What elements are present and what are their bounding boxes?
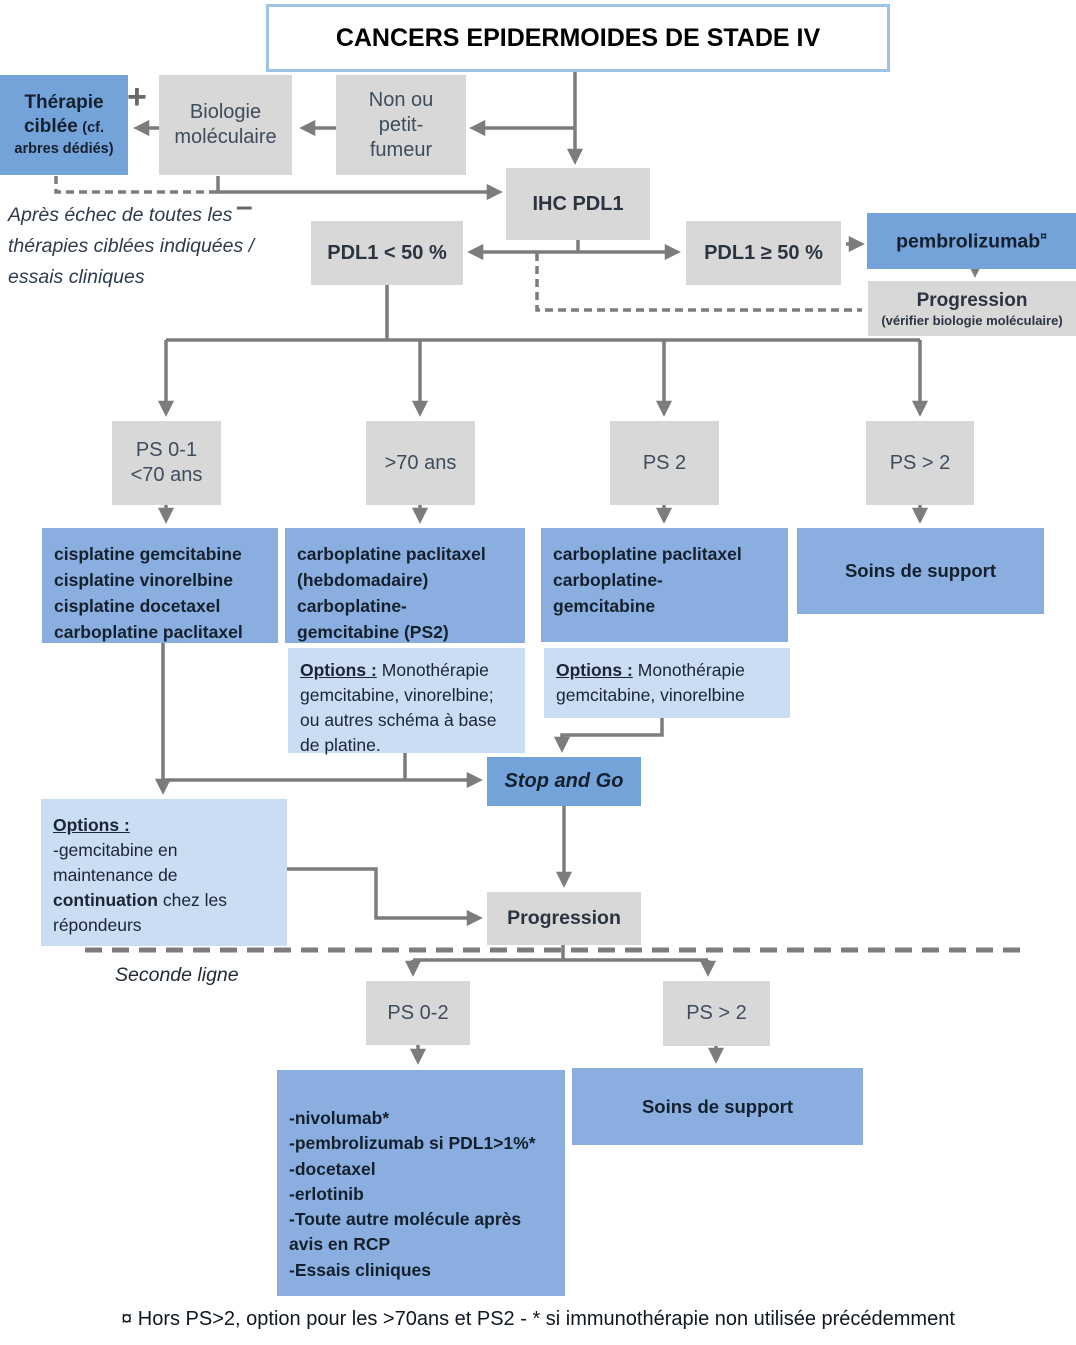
fumeur-line2: petit- — [378, 113, 424, 136]
note-line1: Après échec de toutes les — [8, 204, 233, 226]
node-options-ps2: Options : Monothérapie gemcitabine, vinorelbine — [544, 648, 790, 718]
dashed-therapie-failure-link — [56, 176, 218, 192]
arrow-biologie-to-ihc — [218, 176, 498, 192]
node-ps02: PS 0-2 — [366, 981, 470, 1045]
options-maintenance-text: -gemcitabine en maintenance de continuation chez les répondeurs — [53, 840, 228, 935]
node-tx-ps01: cisplatine gemcitabine cisplatine vinorelbine cisplatine docetaxel carboplatine paclitaxel — [42, 528, 278, 643]
node-non-petit-fumeur — [336, 75, 466, 175]
fumeur-line3: fumeur — [369, 138, 433, 161]
node-over70: >70 ans — [366, 421, 475, 505]
minus-sign: – — [236, 190, 253, 223]
pembrolizumab-label: pembrolizumab¤ — [896, 228, 1047, 253]
therapie-ciblee-label: Thérapie ciblée (cf. arbres dédiés) — [14, 92, 114, 157]
footnote: ¤ Hors PS>2, option pour les >70ans et PS2 - * si immunothérapie non utilisée précédemment — [121, 1308, 955, 1330]
node-tx-ps2: carboplatine paclitaxel carboplatine- gemcitabine — [541, 528, 788, 642]
node-ps2: PS 2 — [610, 421, 719, 505]
page-title — [266, 4, 890, 72]
arrow-options-to-progression2 — [287, 869, 478, 918]
fumeur-line1: Non ou — [368, 88, 434, 111]
node-pdl1-inf50: PDL1 < 50 % — [311, 221, 463, 285]
page-title-text: CANCERS EPIDERMOIDES DE STADE IV — [335, 23, 821, 52]
biologie-line2: moléculaire — [174, 126, 277, 148]
pembrolizumab-footmark: ¤ — [1040, 228, 1047, 243]
node-stop-and-go: Stop and Go — [487, 757, 641, 806]
note-line3: essais cliniques — [8, 266, 145, 288]
arrow-optionsps2-to-stopgo — [562, 718, 662, 748]
node-therapie-ciblee — [0, 75, 128, 175]
node-options-maintenance: Options : -gemcitabine en maintenance de continuation chez les répondeurs — [41, 799, 287, 946]
node-ihc-pdl1: IHC PDL1 — [506, 168, 650, 240]
node-progression-immuno: Progression (vérifier biologie moléculaire) — [868, 281, 1076, 336]
node-pdl1-sup50: PDL1 ≥ 50 % — [686, 221, 841, 285]
node-soins-support-1: Soins de support — [797, 528, 1044, 614]
node-soins-support-2: Soins de support — [572, 1068, 863, 1145]
note-line2: thérapies ciblées indiquées / — [8, 235, 255, 257]
second-line-label: Seconde ligne — [115, 964, 239, 986]
node-ps-gt2-second: PS > 2 — [663, 981, 770, 1046]
plus-sign: + — [127, 78, 147, 116]
node-ps-gt2: PS > 2 — [866, 421, 974, 505]
biologie-line1: Biologie — [189, 101, 262, 123]
node-biologie-moleculaire — [159, 75, 292, 175]
node-options-over70: Options : Monothérapie gemcitabine, vinorelbine; ou autres schéma à base de platine. — [288, 648, 525, 753]
note-after-failure — [8, 200, 288, 293]
node-progression-2: Progression — [487, 892, 641, 945]
branch-line-first-line — [166, 285, 920, 340]
node-ps01-under70: PS 0-1 <70 ans — [112, 421, 221, 505]
node-tx-over70: carboplatine paclitaxel (hebdomadaire) carboplatine- gemcitabine (PS2) — [285, 528, 525, 643]
node-pembrolizumab — [867, 213, 1076, 269]
node-tx-second-line: -nivolumab* -pembrolizumab si PDL1>1%* -docetaxel -erlotinib -Toute autre molécule après avis en RCP -Essais cliniques — [277, 1070, 565, 1296]
